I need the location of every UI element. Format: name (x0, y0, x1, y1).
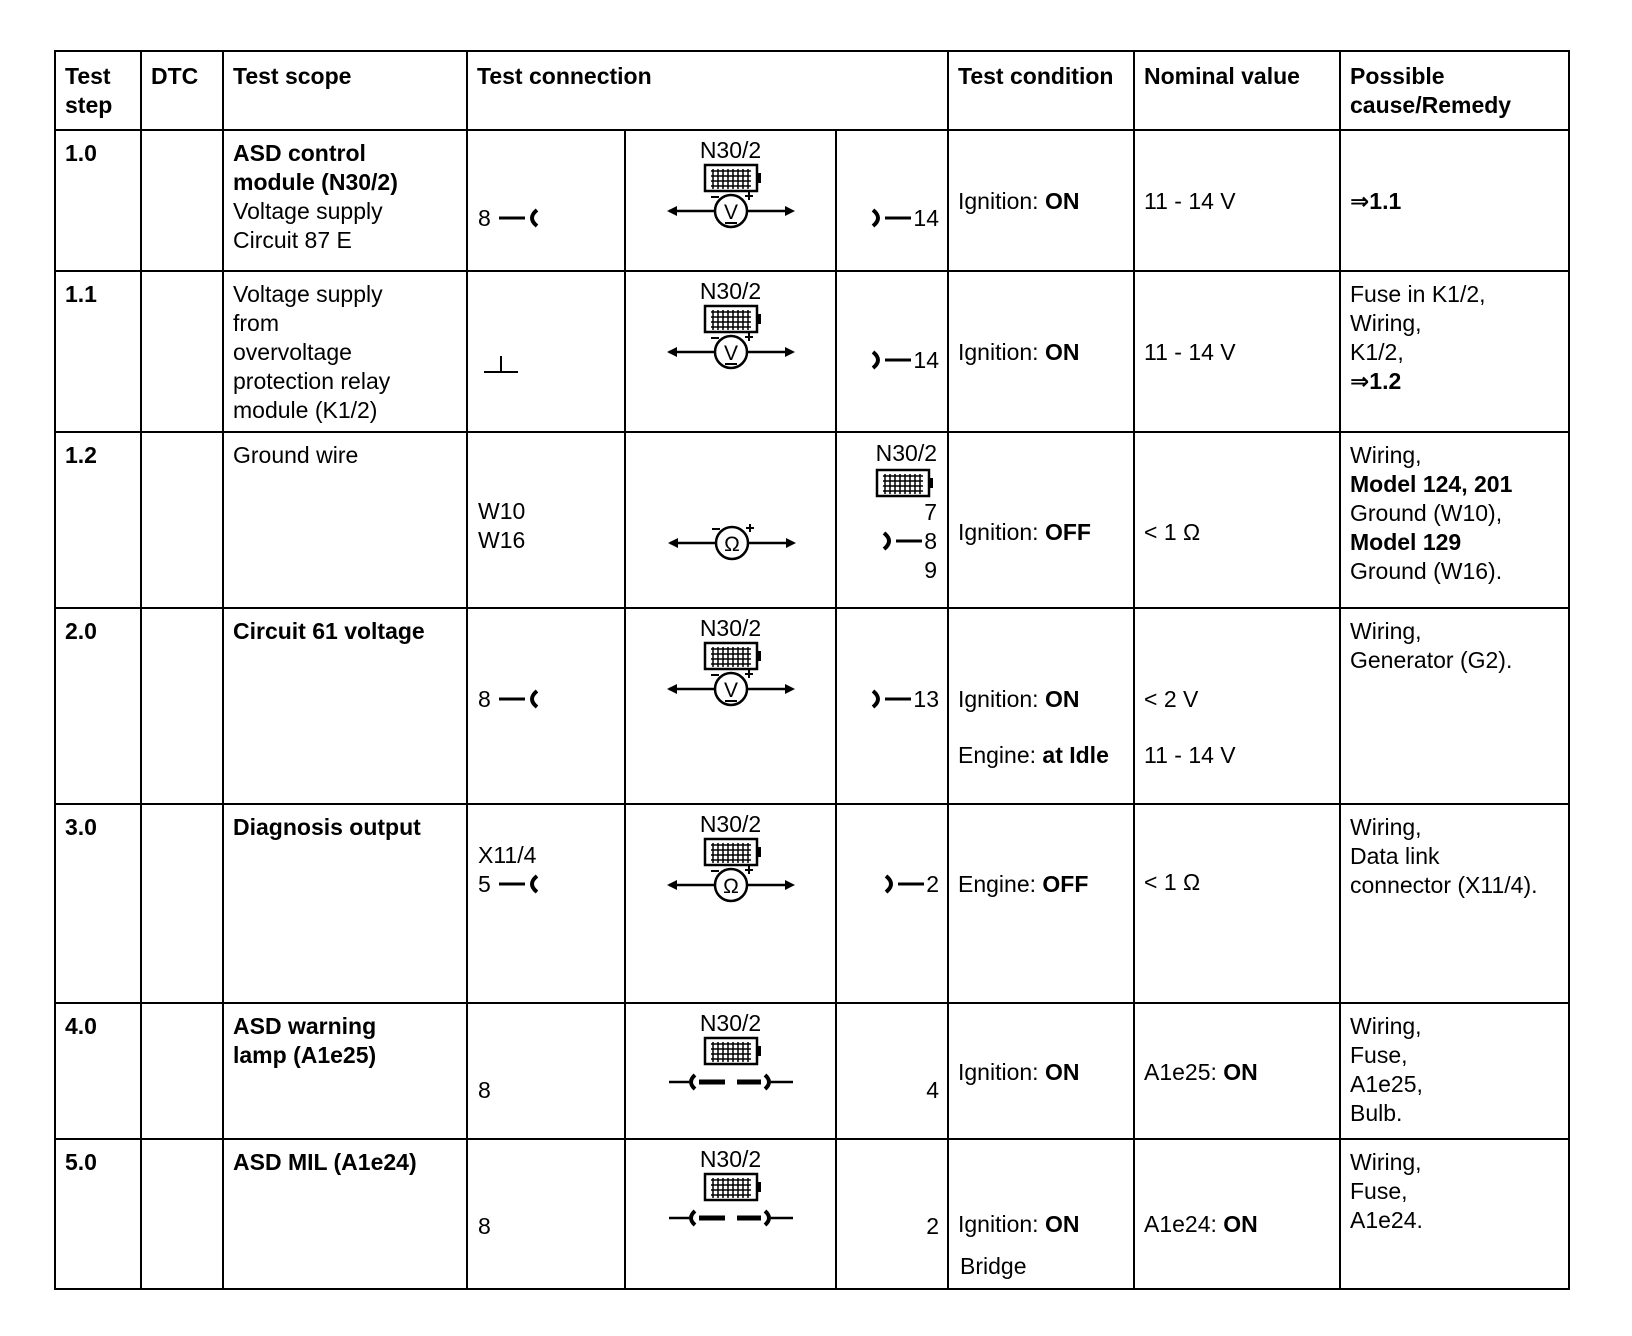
connection-right (836, 130, 948, 271)
cause-line: Model 124, 201 (1350, 471, 1513, 497)
voltmeter-icon (661, 163, 801, 231)
condition-line: Bridge (960, 1253, 1027, 1279)
connector-icon (875, 468, 937, 498)
plug-right-icon (867, 206, 913, 230)
table-row (55, 271, 1569, 432)
possible-cause (1340, 1003, 1569, 1139)
module-label: N30/2 (875, 440, 937, 466)
connection-right (836, 1003, 948, 1139)
test-scope (223, 1003, 467, 1139)
dtc-cell (141, 130, 223, 271)
right-pin: 14 (867, 346, 939, 375)
ohmmeter-icon (662, 523, 802, 563)
bridge-lead-icon (661, 1172, 801, 1240)
scope-bold-line: Circuit 61 voltage (233, 618, 425, 644)
right-pin: 2 (926, 1213, 939, 1239)
dtc-cell (141, 432, 223, 608)
nominal-value: < 1 Ω (1134, 432, 1340, 608)
test-condition: Ignition: OFF (948, 432, 1134, 608)
connection-diagram (625, 1003, 836, 1139)
cause-line: Data link (1350, 843, 1440, 869)
dtc-cell (141, 608, 223, 804)
meter-letter: Ω (722, 875, 739, 898)
test-scope (223, 271, 467, 432)
table-row (55, 1139, 1569, 1289)
test-scope (223, 130, 467, 271)
connector-label: X11/4 (478, 842, 537, 868)
connection-diagram (625, 804, 836, 1003)
cause-line: Wiring, (1350, 618, 1422, 644)
scope-bold-line: module (N30/2) (233, 169, 398, 195)
test-condition: Ignition: ON (948, 271, 1134, 432)
scope-line: protection relay (233, 368, 391, 394)
nominal-value: A1e25: ON (1134, 1003, 1340, 1139)
connection-right (836, 271, 948, 432)
plug-left-icon (497, 872, 543, 896)
scope-line: Voltage supply (233, 198, 383, 224)
step-number: 1.1 (55, 271, 141, 432)
voltmeter-diagram (661, 137, 801, 231)
header-test-step: Test step (55, 51, 141, 130)
right-pin: 4 (926, 1077, 939, 1103)
test-scope (223, 608, 467, 804)
connection-left (467, 1003, 625, 1139)
right-pin: 2 (880, 870, 939, 899)
bridge-lead-icon (661, 1036, 801, 1104)
connection-left (467, 608, 625, 804)
left-pin: 8 (478, 685, 543, 714)
plug-right-icon (867, 348, 913, 372)
possible-cause (1340, 804, 1569, 1003)
cause-line: connector (X11/4). (1350, 872, 1538, 898)
left-pin: X11/4 5 (478, 841, 543, 899)
condition-line: Engine: at Idle (958, 742, 1109, 768)
condition-line: Engine: OFF (958, 871, 1089, 897)
module-label: N30/2 (699, 615, 762, 641)
connection-left (467, 804, 625, 1003)
header-test-scope: Test scope (223, 51, 467, 130)
scope-line: overvoltage (233, 339, 352, 365)
bridge-diagram (661, 1010, 801, 1104)
possible-cause (1340, 271, 1569, 432)
step-number: 2.0 (55, 608, 141, 804)
left-pin: 8 (478, 204, 543, 233)
nominal-line: < 2 V (1144, 686, 1199, 712)
wire-label: W10 (478, 498, 526, 524)
header-row (55, 51, 1569, 130)
ohmmeter-icon (661, 837, 801, 905)
cause-line: Fuse, (1350, 1178, 1408, 1204)
table-row (55, 130, 1569, 271)
meter-letter: V (723, 679, 738, 702)
connection-diagram (625, 432, 836, 608)
scope-line: Circuit 87 E (233, 227, 352, 253)
plug-right-icon (878, 529, 924, 553)
right-pin: 14 (867, 204, 939, 233)
voltmeter-diagram (661, 615, 801, 709)
cause-line: Wiring, (1350, 1013, 1422, 1039)
header-test-condition: Test condition (948, 51, 1134, 130)
condition-line: Ignition: ON (958, 1211, 1080, 1237)
connection-left (467, 271, 625, 432)
possible-cause (1340, 1139, 1569, 1289)
table-row (55, 1003, 1569, 1139)
cause-line: Fuse in K1/2, (1350, 281, 1486, 307)
nominal-line: A1e24: ON (1144, 1211, 1258, 1237)
cause-line: Ground (W10), (1350, 500, 1503, 526)
possible-cause: ⇒1.1 (1340, 130, 1569, 271)
cause-line: Wiring, (1350, 1149, 1422, 1175)
connection-diagram (625, 271, 836, 432)
test-procedure-table (54, 50, 1570, 1290)
dtc-cell (141, 1003, 223, 1139)
cause-line: Wiring, (1350, 310, 1422, 336)
nominal-value (1134, 1139, 1340, 1289)
right-pin: 13 (867, 685, 939, 714)
connection-right (836, 432, 948, 608)
plug-right-icon (880, 872, 926, 896)
dtc-cell (141, 804, 223, 1003)
header-nominal-value: Nominal value (1134, 51, 1340, 130)
test-scope (223, 432, 467, 608)
ground-icon (482, 354, 522, 374)
step-number: 3.0 (55, 804, 141, 1003)
connection-diagram (625, 1139, 836, 1289)
step-number: 5.0 (55, 1139, 141, 1289)
header-test-connection: Test connection (467, 51, 948, 130)
plug-left-icon (497, 687, 543, 711)
meter-letter: V (723, 201, 738, 224)
module-label: N30/2 (699, 278, 762, 304)
test-condition: Ignition: ON (948, 1003, 1134, 1139)
test-condition (948, 608, 1134, 804)
scope-line: from (233, 310, 279, 336)
pin-number: 9 (924, 557, 937, 583)
cause-line: A1e25, (1350, 1071, 1423, 1097)
plug-right-icon (867, 687, 913, 711)
module-label: N30/2 (699, 1146, 762, 1172)
cause-line: Wiring, (1350, 442, 1422, 468)
scope-line: module (K1/2) (233, 397, 378, 423)
nominal-line: < 1 Ω (1144, 869, 1201, 895)
nominal-value: 11 - 14 V (1134, 130, 1340, 271)
nominal-line: 11 - 14 V (1144, 742, 1236, 768)
step-number: 1.2 (55, 432, 141, 608)
nominal-value (1134, 608, 1340, 804)
connection-right (836, 1139, 948, 1289)
cause-line: Model 129 (1350, 529, 1462, 555)
table-row (55, 608, 1569, 804)
possible-cause (1340, 432, 1569, 608)
dtc-cell (141, 1139, 223, 1289)
test-condition (948, 804, 1134, 1003)
scope-bold-line: ASD control (233, 140, 366, 166)
cause-line: K1/2, (1350, 339, 1404, 365)
scope-bold-line: lamp (A1e25) (233, 1042, 377, 1068)
connection-right (836, 608, 948, 804)
voltmeter-diagram (661, 278, 801, 372)
test-condition: Ignition: ON (948, 130, 1134, 271)
table-row (55, 804, 1569, 1003)
bridge-diagram (661, 1146, 801, 1240)
cause-line: Generator (G2). (1350, 647, 1513, 673)
cause-line: Fuse, (1350, 1042, 1408, 1068)
cause-line: ⇒1.2 (1350, 368, 1402, 394)
scope-bold-line: Diagnosis output (233, 814, 421, 840)
scope-line: Voltage supply (233, 281, 383, 307)
cause-line: Wiring, (1350, 814, 1422, 840)
left-pin: 8 (478, 1077, 491, 1103)
connection-right (836, 804, 948, 1003)
meter-letter: Ω (724, 533, 740, 556)
module-label: N30/2 (699, 811, 762, 837)
header-dtc: DTC (141, 51, 223, 130)
voltmeter-icon (661, 304, 801, 372)
connection-left (467, 432, 625, 608)
nominal-value (1134, 804, 1340, 1003)
cause-line: A1e24. (1350, 1207, 1423, 1233)
voltmeter-icon (661, 641, 801, 709)
connection-diagram (625, 130, 836, 271)
connection-diagram (625, 608, 836, 804)
module-pins (875, 439, 937, 585)
module-label: N30/2 (699, 1010, 762, 1036)
connection-left (467, 130, 625, 271)
scope-bold-line: ASD warning (233, 1013, 377, 1039)
possible-cause (1340, 608, 1569, 804)
pin-number: 8 (875, 527, 937, 556)
plug-left-icon (497, 206, 543, 230)
left-pin: 8 (478, 1213, 491, 1239)
scope-line: Ground wire (233, 442, 359, 468)
left-wires (478, 497, 525, 555)
table-row (55, 432, 1569, 608)
scope-bold-line: ASD MIL (A1e24) (233, 1149, 417, 1175)
condition-line: Ignition: ON (958, 686, 1080, 712)
cause-line: Bulb. (1350, 1100, 1403, 1126)
test-condition (948, 1139, 1134, 1289)
connection-left (467, 1139, 625, 1289)
test-scope (223, 804, 467, 1003)
cause-line: Ground (W16). (1350, 558, 1503, 584)
nominal-value: 11 - 14 V (1134, 271, 1340, 432)
step-number: 4.0 (55, 1003, 141, 1139)
header-possible-cause: Possible cause/Remedy (1340, 51, 1569, 130)
meter-letter: V (723, 342, 738, 365)
wire-label: W16 (478, 527, 526, 553)
ohmmeter-diagram (661, 811, 801, 905)
test-scope (223, 1139, 467, 1289)
step-number: 1.0 (55, 130, 141, 271)
dtc-cell (141, 271, 223, 432)
pin-number: 7 (924, 499, 937, 525)
module-label: N30/2 (699, 137, 762, 163)
